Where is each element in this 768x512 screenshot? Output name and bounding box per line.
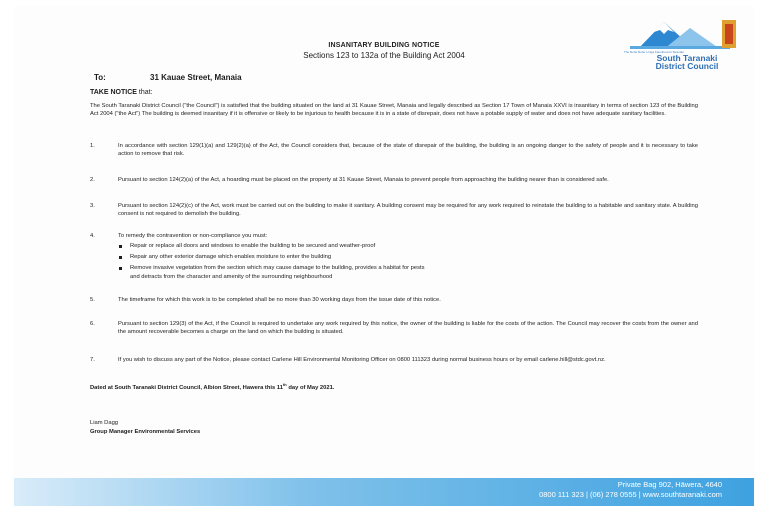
notice-item-4: [90, 232, 698, 240]
item-text: Pursuant to section 129(3) of the Act, if the Council is required to undertake any work required by this notice, the owner of the building is liable for the costs of the action. The Council may recover the costs from the owner and the amount recoverable becomes a charge on the land on which the building is situated.: [118, 321, 698, 336]
item-text: If you wish to discuss any part of the Notice, please contact Carlene Hill Environmental Monitoring Officer on 0800 111323 during normal business hours or by email carlene.hill@stdc.govt.nz.: [118, 357, 606, 363]
footer-contact: [539, 480, 722, 500]
dated-sup: th: [282, 382, 287, 387]
item-text: Pursuant to section 124(2)(a) of the Act, a hoarding must be placed on the property at 31 Kauae Street, Manaia to prevent people from approaching the building nearer than is considered safe.: [118, 177, 609, 183]
recipient-line: [94, 73, 242, 82]
notice-item-6: [90, 320, 698, 336]
dated-after: day of May 2021.: [286, 384, 335, 391]
item-number: 4.: [90, 233, 95, 239]
footer-phone-web: 0800 111 323 | (06) 278 0555 | www.southtaranaki.com: [539, 490, 722, 499]
notice-page: [14, 6, 754, 506]
item-number: 5.: [90, 297, 95, 303]
remedy-bullet: Remove invasive vegetation from the section which may cause damage to the building, provides a habitat for pests and detracts from the character and amenity of the surrounding neighbourhood: [118, 264, 430, 280]
dated-before: Dated at South Taranaki District Council, Albion Street, Hawera this 11: [90, 384, 283, 391]
item-number: 3.: [90, 203, 95, 209]
item-text: To remedy the contravention or non-compliance you must:: [118, 233, 268, 239]
item-text: The timeframe for which this work is to be completed shall be no more than 30 working days from the issue date of this notice.: [118, 297, 441, 303]
notice-title: INSANITARY BUILDING NOTICE: [328, 42, 440, 49]
remedy-bullet: Repair any other exterior damage which enables moisture to enter the building: [118, 253, 678, 261]
item-text: Pursuant to section 124(2)(c) of the Act, work must be carried out on the building to make it sanitary. A building consent may be required for any work required to reinstate the building to a habitable and sanitary state. A building consent is not required to demolish the building.: [118, 203, 698, 218]
item-number: 6.: [90, 321, 95, 327]
signatory-title: Group Manager Environmental Services: [90, 429, 201, 435]
take-notice: [90, 89, 153, 96]
notice-item-1: [90, 142, 698, 158]
signatory-name: Liam Dagg: [90, 420, 119, 426]
footer-address: Private Bag 902, Hāwera, 4640: [617, 480, 722, 489]
remedy-list: [118, 242, 678, 284]
take-notice-bold: TAKE NOTICE: [90, 89, 137, 96]
notice-subtitle: Sections 123 to 132a of the Building Act 2004: [303, 51, 465, 60]
notice-item-2: [90, 176, 698, 184]
logo-name-line1: South Taranaki: [656, 53, 718, 63]
notice-item-5: [90, 296, 698, 304]
logo-tagline: The Rohe Rohe o Nga Kaunihera ki Taranaki: [624, 50, 684, 54]
dated-line: [90, 382, 334, 391]
take-notice-rest: that:: [136, 89, 153, 96]
logo-name-line2: District Council: [655, 61, 719, 71]
intro-paragraph: The South Taranaki District Council ("the Council") is satisfied that the building situated on the land at 31 Kauae Street, Manaia and legally described as Section 17 Town of Manaia XXVI is insanitary in terms of section 123 of the Building Act 2004 ("the Act") The building is deemed insanitary if it is offensive or likely to be injurious to health because it is in a state of disrepair, does not have a potable supply of water and does not have adequate sanitary facilities.: [90, 103, 698, 118]
recipient-label: To:: [94, 73, 106, 82]
notice-item-7: [90, 356, 698, 364]
remedy-bullet: Repair or replace all doors and windows to enable the building to be secured and weather-proof: [118, 242, 678, 250]
item-text: In accordance with section 129(1)(a) and 129(2)(a) of the Act, the Council considers that, because of the state of disrepair of the building, the building is an ongoing danger to the safety of people and it is necessary to take action to remove that risk.: [118, 143, 698, 158]
item-number: 1.: [90, 143, 95, 149]
item-number: 7.: [90, 357, 95, 363]
item-number: 2.: [90, 177, 95, 183]
notice-item-3: [90, 202, 698, 218]
recipient-address: 31 Kauae Street, Manaia: [150, 73, 242, 82]
